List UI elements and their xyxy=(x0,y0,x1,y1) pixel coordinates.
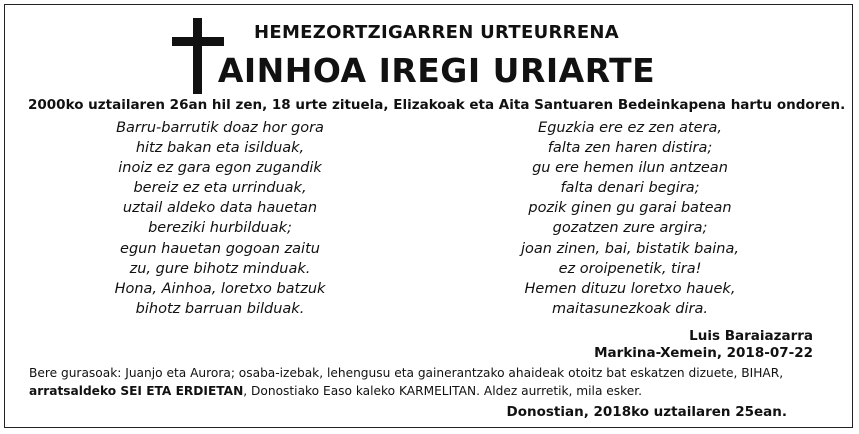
author-name: Luis Baraiazarra xyxy=(689,328,813,344)
poem-left-column xyxy=(60,118,380,319)
poem-line: falta denari begira; xyxy=(560,180,700,197)
anniversary-subtitle: HEMEZORTZIGARREN URTEURRENA xyxy=(253,22,620,43)
poem-line: gozatzen zure argira; xyxy=(552,220,708,237)
poem-line: gu ere hemen ilun antzean xyxy=(532,160,728,177)
notice-line-1: Bere gurasoak: Juanjo eta Aurora; osaba-izebak, lehengusu eta gainerantzako ahaideak otoitz bat eskatzen dizuete, BIHAR, xyxy=(29,366,784,380)
poem-line: falta zen haren distira; xyxy=(547,140,713,157)
poem-line: pozik ginen gu garai batean xyxy=(528,200,732,217)
notice-time: arratsaldeko SEI ETA ERDIETAN xyxy=(29,384,244,398)
poem-line: egun hauetan gogoan zaitu xyxy=(120,240,320,257)
poem-line: maitasunezkoak dira. xyxy=(552,300,708,317)
notice-line-2 xyxy=(29,382,839,400)
poem-line: Eguzkia ere ez zen atera, xyxy=(538,120,722,136)
closing-place-date: Donostian, 2018ko uztailaren 25ean. xyxy=(506,404,787,420)
intro-text: 2000ko uztailaren 26an hil zen, 18 urte zituela, Elizakoak eta Aita Santuaren Bedeinkapena hartu ondoren. xyxy=(28,97,846,113)
poem-line: zu, gure bihotz minduak. xyxy=(129,260,311,277)
poem-line: Hemen dituzu loretxo hauek, xyxy=(524,280,736,297)
poem-line: hitz bakan eta isilduak, xyxy=(135,140,305,157)
poem-line: ez oroipenetik, tira! xyxy=(558,260,702,277)
notice-location: , Donostiako Easo kaleko KARMELITAN. Aldez aurretik, mila esker. xyxy=(243,384,643,398)
poem-line: bihotz barruan bilduak. xyxy=(135,300,305,317)
poem-line: uztail aldeko data hauetan xyxy=(122,200,318,217)
author-place-date: Markina-Xemein, 2018-07-22 xyxy=(594,345,813,361)
poem-line: joan zinen, bai, bistatik baina, xyxy=(521,240,739,257)
poem-line: bereziki hurbilduak; xyxy=(148,220,292,237)
family-notice xyxy=(29,364,839,400)
poem-line: inoiz ez gara egon zugandik xyxy=(118,160,322,177)
poem-line: Barru-barrutik doaz hor gora xyxy=(116,120,324,136)
poem-line: bereiz ez eta urrinduak, xyxy=(133,180,307,197)
poem-author xyxy=(594,328,813,362)
deceased-name: AINHOA IREGI URIARTE xyxy=(217,51,656,90)
poem-line: Hona, Ainhoa, loretxo batzuk xyxy=(114,280,326,297)
poem-right-column xyxy=(470,118,790,319)
